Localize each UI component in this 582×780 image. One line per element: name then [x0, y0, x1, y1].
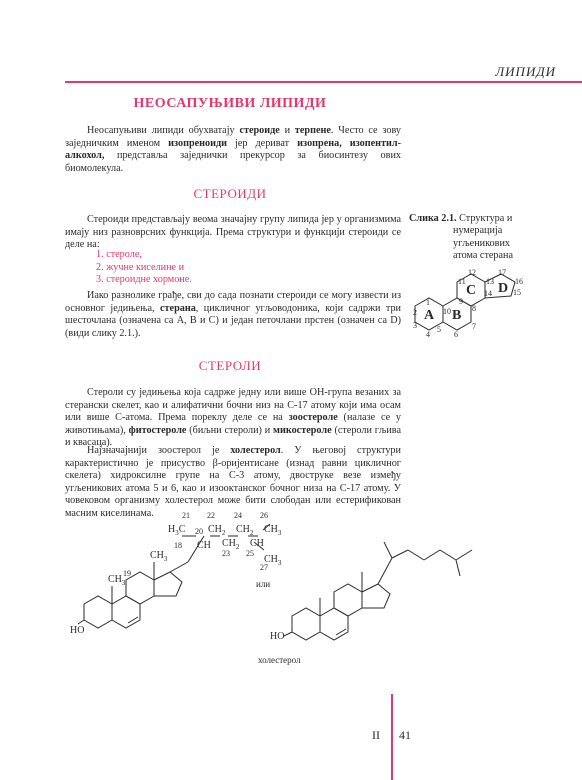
svg-text:CH2: $CH_2$	[236, 524, 254, 537]
svg-text:13: 13	[486, 277, 494, 286]
svg-text:26: 26	[260, 511, 268, 520]
chapter-title: ЛИПИДИ	[495, 64, 556, 79]
page-number: 41	[399, 728, 411, 742]
steran-structure-diagram	[405, 262, 535, 362]
svg-text:6: 6	[454, 330, 458, 339]
cholesterol-caption: холестерол	[258, 655, 301, 665]
svg-text:16: 16	[515, 277, 523, 286]
svg-text:CH: CH	[197, 540, 211, 551]
svg-text:4: 4	[426, 330, 430, 339]
svg-text:12: 12	[468, 268, 476, 277]
svg-text:CH3: $CH_3$	[264, 524, 282, 537]
svg-text:3: 3	[413, 321, 417, 330]
svg-text:15: 15	[513, 288, 521, 297]
cholesterol-paragraph: Најзначајнији зоостерол је холестерол. У његовој структури карактеристично је присуство β-оријентисане (изнад равни цикличног скелета) хидроксилне групе на C-3 атому, двоструке везе између угљеникових атома 5 и 6, као и изооктанског бочног низа на C-17 атому. У човековом организму холестерол може бити слободан или естерификован масним киселинама.	[65, 445, 401, 519]
svg-text:18: 18	[174, 541, 182, 550]
svg-text:1: 1	[426, 298, 430, 307]
svg-text:HO: HO	[70, 625, 85, 636]
list-item: 2. жучне киселине и	[96, 261, 185, 273]
svg-text:CH2: $CH_2$	[208, 524, 226, 537]
svg-text:CH: CH	[250, 538, 264, 549]
list-item: 3. стероидне хормоне.	[96, 274, 192, 286]
figure-caption: Слика 2.1. Структура и нумерација угљеникових атома стерана	[409, 213, 514, 262]
figure-label: Слика 2.1.	[409, 213, 457, 224]
svg-text:23: 23	[222, 549, 230, 558]
svg-text:CH2: $CH_2$	[222, 538, 240, 551]
intro-paragraph: Неосапуњиви липиди обухватају стероиде и терпене. Често се зову заједничким именом изопреноиди јер дериват изопрена, изопентил-алкохол, представља заједнички прекурсор за биосинтезу ових биомолекула.	[65, 125, 401, 174]
ring-label-c: C	[466, 283, 477, 298]
section-heading-steroids: СТЕРОИДИ	[193, 186, 267, 201]
svg-text:25: 25	[246, 549, 254, 558]
section-number: II	[372, 728, 380, 742]
svg-text:17: 17	[498, 268, 506, 277]
ring-label-b: B	[452, 308, 462, 323]
svg-text:24: 24	[234, 511, 242, 520]
svg-text:27: 27	[260, 563, 268, 572]
list-item: 1. стероле,	[96, 249, 142, 260]
svg-text:11: 11	[458, 277, 466, 286]
section-heading-sterols: СТЕРОЛИ	[198, 358, 262, 373]
cholesterol-structure-labeled	[70, 506, 300, 646]
section-heading-unsaponifiable: НЕОСАПУЊИВИ ЛИПИДИ	[133, 96, 327, 111]
sterols-paragraph: Стероли су једињења која садрже једну или више OH-група везаних за стерански скелет, као и алифатични бочни низ на C-17 атому који има осам или више C-атома. Према пореклу деле се на зоостероле (налазе се у животињама), фитостероле (биљни стероли) и микостероле (стероли гљива и квасаца).	[65, 387, 401, 449]
steroid-classes-list	[96, 249, 192, 287]
svg-text:9: 9	[459, 297, 463, 306]
or-label: или	[256, 579, 271, 589]
svg-text:CH3: $CH_3$	[108, 574, 126, 587]
svg-text:CH3: $CH_3$	[264, 554, 282, 567]
svg-text:H3C: $H_3C$	[168, 524, 186, 537]
svg-text:5: 5	[437, 325, 441, 334]
ring-label-d: D	[498, 281, 509, 296]
svg-text:7: 7	[472, 322, 476, 331]
svg-text:22: 22	[207, 511, 215, 520]
steroids-paragraph: Стероиди представљају веома значајну групу липида јер у организмима имају низ разноврсних функција. Према структури и функцији стероиди се деле на:	[65, 214, 401, 251]
svg-text:CH3: $CH_3$	[150, 550, 168, 563]
header-rule	[65, 81, 582, 83]
svg-text:19: 19	[123, 569, 131, 578]
svg-text:HO: HO	[270, 631, 285, 642]
steran-paragraph: Иако разноликe грађе, сви до сада познати стероиди се могу извести из основног једињења, стерана, цикличног угљоводоника, који садржи три шесточлана (означена са А, В и С) и један петочлани прстен (означен са D) (види слику 2.1.).	[65, 290, 401, 339]
svg-text:14: 14	[484, 289, 492, 298]
ring-label-a: A	[424, 308, 435, 323]
svg-text:2: 2	[413, 308, 417, 317]
svg-text:21: 21	[182, 511, 190, 520]
footer-rule	[391, 694, 393, 780]
svg-text:10: 10	[443, 307, 451, 316]
svg-text:8: 8	[472, 304, 476, 313]
cholesterol-skeletal-structure	[268, 526, 488, 646]
svg-text:20: 20	[195, 527, 203, 536]
